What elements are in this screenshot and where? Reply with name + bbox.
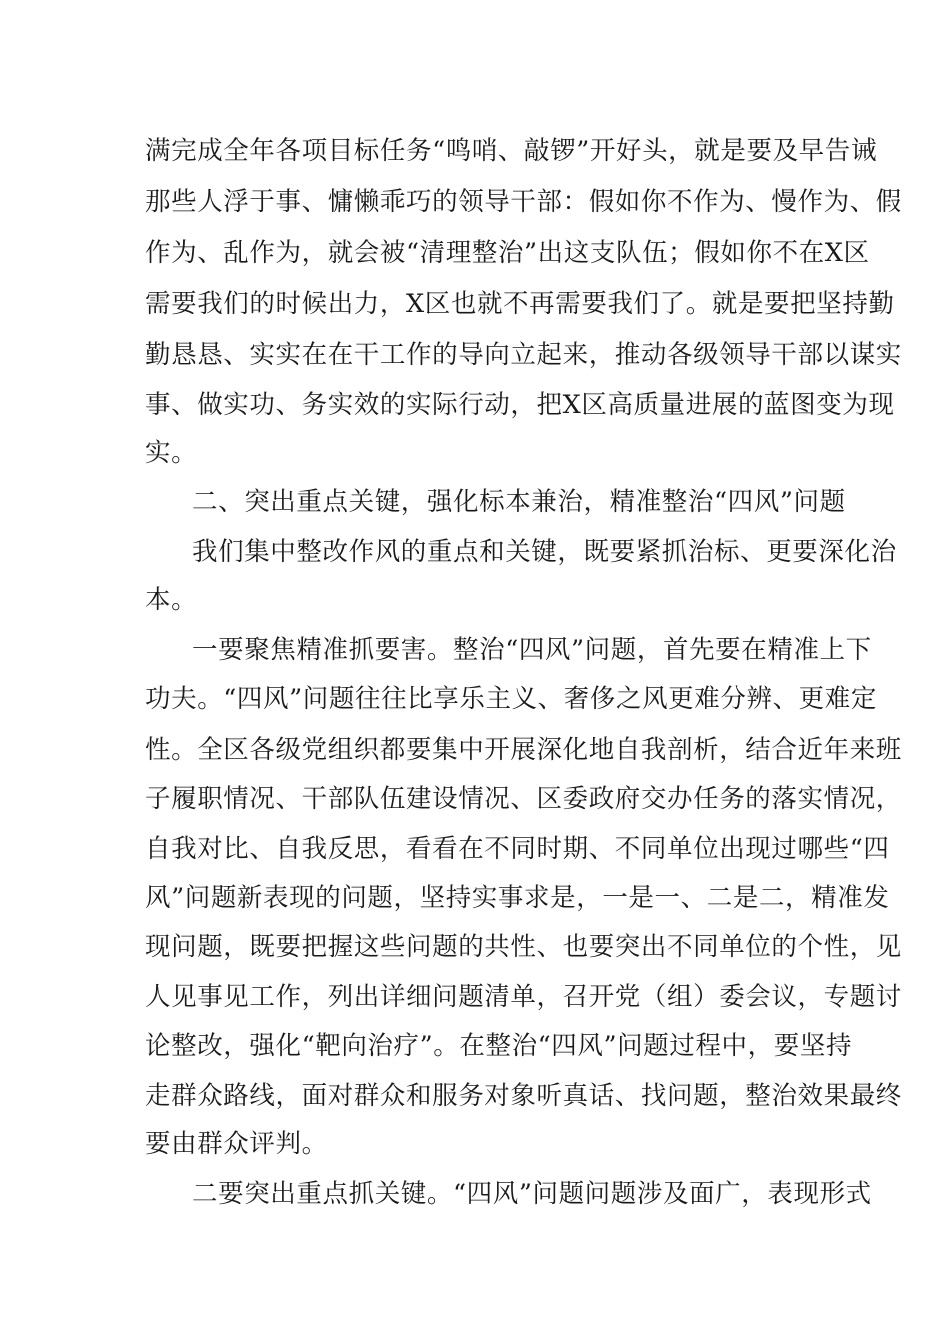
text-line-21: 要由群众评判。	[145, 1129, 328, 1159]
text-line-3: 作为、乱作为，就会被“清理整治”出这支队伍；假如你不在X区	[145, 238, 870, 268]
text-line-12: 功夫。“四风”问题往往比享乐主义、奢侈之风更难分辨、更难定	[145, 684, 877, 714]
text-line-15: 自我对比、自我反思，看看在不同时期、不同单位出现过哪些“四	[145, 834, 890, 864]
text-line-6: 事、做实功、务实效的实际行动，把X区高质量进展的蓝图变为现	[145, 390, 895, 420]
text-line-14: 子履职情况、干部队伍建设情况、区委政府交办任务的落实情况，	[145, 784, 902, 814]
text-line-10: 本。	[145, 585, 198, 615]
text-line-11: 一要聚焦精准抓要害。整治“四风”问题，首先要在精准上下	[192, 635, 872, 665]
text-line-19: 论整改，强化“靶向治疗”。在整治“四风”问题过程中，要坚持	[145, 1031, 853, 1061]
section-heading: 二、突出重点关键，强化标本兼治，精准整治“四风”问题	[192, 487, 846, 517]
text-line-7: 实。	[145, 438, 198, 468]
text-line-17: 现问题，既要把握这些问题的共性、也要突出不同单位的个性，见	[145, 932, 902, 962]
text-line-9: 我们集中整改作风的重点和关键，既要紧抓治标、更要深化治	[192, 537, 897, 567]
text-line-20: 走群众路线，面对群众和服务对象听真话、找问题，整治效果最终	[145, 1081, 902, 1111]
text-line-2: 那些人浮于事、慵懒乖巧的领导干部：假如你不作为、慢作为、假	[145, 187, 902, 217]
text-line-1: 满完成全年各项目标任务“鸣哨、敲锣”开好头，就是要及早告诫	[145, 136, 877, 166]
text-line-18: 人见事见工作，列出详细问题清单，召开党（组）委会议，专题讨	[145, 982, 902, 1012]
text-line-4: 需要我们的时候出力，X区也就不再需要我们了。就是要把坚持勤	[145, 289, 895, 319]
text-line-16: 风”问题新表现的问题，坚持实事求是，一是一、二是二，精准发	[145, 883, 890, 913]
text-line-13: 性。全区各级党组织都要集中开展深化地自我剖析，结合近年来班	[145, 735, 902, 765]
text-line-22: 二要突出重点抓关键。“四风”问题问题涉及面广，表现形式	[192, 1179, 872, 1209]
text-line-5: 勤恳恳、实实在在干工作的导向立起来，推动各级领导干部以谋实	[145, 340, 902, 370]
